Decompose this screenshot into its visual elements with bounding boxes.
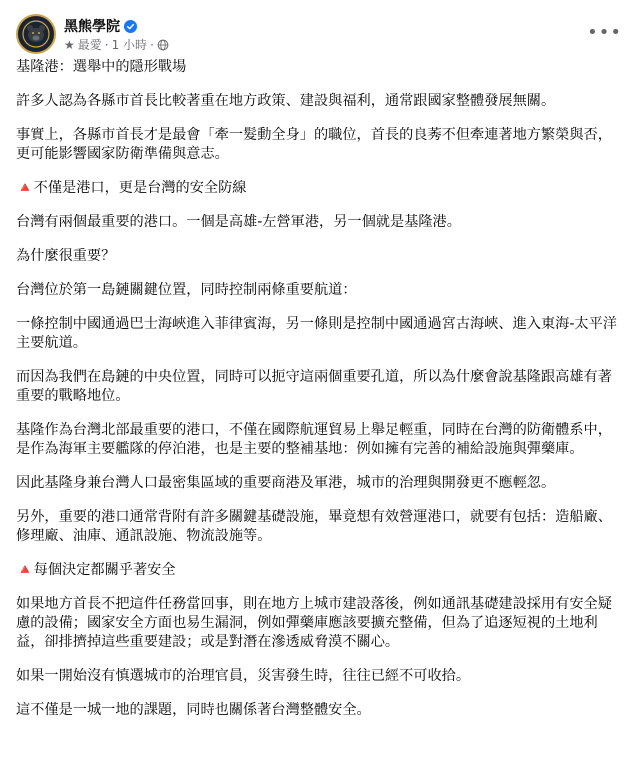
more-options-button[interactable]: ••• xyxy=(587,22,622,43)
post-paragraph: 為什麼很重要？ xyxy=(16,248,116,264)
post-paragraph: 這不僅是一城一地的課題，同時也關係著台灣整體安全。 xyxy=(16,702,371,718)
meta-separator-2: · xyxy=(150,37,154,52)
post-paragraph: 如果地方首長不把這件任務當回事，則在地方上城市建設落後，例如通訊基礎建設採用有安全疑慮的設備；國家安全方面也易生漏洞，例如彈藥庫應該要擴充整備，但為了追逐短視的土地利益，卻排擠掉這些重要建設；或是對潛在滲透威脅漠不關心。 xyxy=(16,596,612,650)
post-content xyxy=(16,58,626,720)
post-paragraph: 另外，重要的港口通常背附有許多關鍵基礎設施，畢竟想有效營運港口，就要有包括：造船廠、修理廠、油庫、通訊設施、物流設施等。 xyxy=(16,509,612,544)
red-triangle-icon: 🔺 xyxy=(16,562,34,578)
section-heading xyxy=(16,179,626,198)
post-paragraph: 台灣有兩個最重要的港口。一個是高雄-左營軍港，另一個就是基隆港。 xyxy=(16,214,461,230)
post-paragraph: 而因為我們在島鏈的中央位置，同時可以扼守這兩個重要孔道，所以為什麼會說基隆跟高雄有著重要的戰略地位。 xyxy=(16,369,612,404)
post-paragraph: 因此基隆身兼台灣人口最密集區域的重要商港及軍港，城市的治理與開發更不應輕忽。 xyxy=(16,475,556,491)
verified-badge-icon xyxy=(124,20,137,33)
post-meta xyxy=(64,36,169,53)
favorite-label: 最愛 xyxy=(77,38,102,52)
page-name[interactable] xyxy=(64,16,137,36)
page-name-label[interactable]: 黑熊學院 xyxy=(64,19,120,35)
section-heading xyxy=(16,561,626,580)
star-icon: ★ xyxy=(64,37,75,52)
post-time[interactable]: 1 小時 xyxy=(111,38,148,52)
post-paragraph: 台灣位於第一島鏈關鍵位置，同時控制兩條重要航道： xyxy=(16,282,357,298)
post-paragraph: 一條控制中國通過巴士海峽進入菲律賓海，另一條則是控制中國通過宮古海峽、進入東海-太平洋主要航道。 xyxy=(16,316,617,351)
post-title: 基隆港：選舉中的隱形戰場 xyxy=(16,59,187,75)
post-paragraph: 事實上，各縣市首長才是最會「牽一髮動全身」的職位，首長的良莠不但牽連著地方繁榮與否，更可能影響國家防衛準備與意志。 xyxy=(16,127,612,162)
post-paragraph: 如果一開始沒有慎選城市的治理官員，災害發生時，往往已經不可收拾。 xyxy=(16,668,471,684)
avatar[interactable] xyxy=(16,14,56,54)
bear-logo-icon xyxy=(18,16,54,52)
post-paragraph: 許多人認為各縣市首長比較著重在地方政策、建設與福利，通常跟國家整體發展無關。 xyxy=(16,93,556,109)
globe-icon[interactable] xyxy=(157,39,169,51)
section-heading-text: 每個決定都關乎著安全 xyxy=(33,562,176,578)
post-header xyxy=(16,14,630,58)
meta-separator: · xyxy=(104,37,109,52)
red-triangle-icon: 🔺 xyxy=(16,180,34,196)
post-paragraph: 基隆作為台灣北部最重要的港口，不僅在國際航運貿易上舉足輕重，同時在台灣的防衛體系中，是作為海軍主要艦隊的停泊港，也是主要的整補基地：例如擁有完善的補給設施與彈藥庫。 xyxy=(16,422,612,457)
section-heading-text: 不僅是港口，更是台灣的安全防線 xyxy=(33,180,247,196)
